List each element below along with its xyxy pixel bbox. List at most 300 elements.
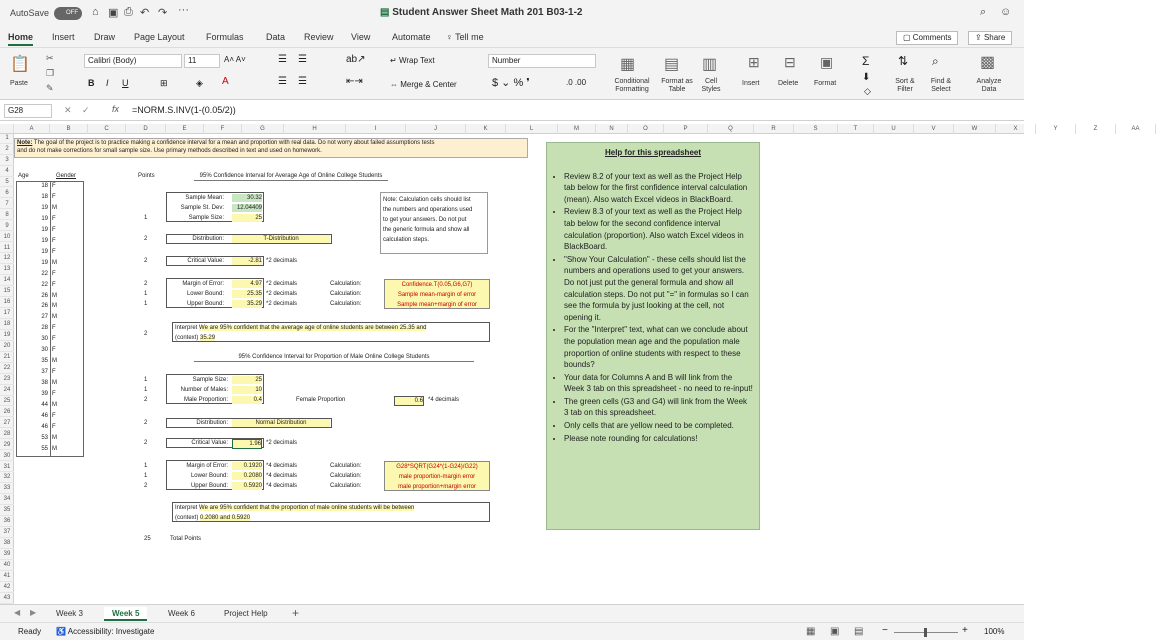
- redo-icon[interactable]: ↷: [158, 7, 168, 19]
- upper-label-mean: Upper Bound:: [186, 301, 224, 307]
- zoom-slider-thumb[interactable]: [924, 628, 927, 637]
- gender-cell[interactable]: F: [52, 423, 56, 430]
- sheet-tab-project-help[interactable]: Project Help: [224, 609, 268, 618]
- zoom-out-icon[interactable]: −: [882, 625, 888, 636]
- age-cell[interactable]: 19: [41, 259, 48, 266]
- moe-label-prop: Margin of Error:: [186, 463, 228, 469]
- prop-calculations[interactable]: G28*SQRT(G24*(1-G24)/G22) male proportion-margin error male proportion+margin error: [384, 461, 490, 491]
- gender-cell[interactable]: F: [52, 183, 56, 189]
- male-prop-value[interactable]: 0.4: [232, 396, 262, 404]
- gender-cell[interactable]: F: [52, 391, 56, 398]
- age-cell[interactable]: 28: [41, 325, 48, 332]
- column-header[interactable]: Z: [1076, 124, 1116, 134]
- page-break-view-icon[interactable]: ▤: [854, 626, 864, 637]
- help-item: • Please note rounding for calculations!: [564, 433, 753, 445]
- age-cell[interactable]: 19: [41, 215, 48, 222]
- points-cell: 1: [144, 291, 148, 297]
- tab-home[interactable]: Home: [8, 32, 33, 46]
- next-sheet-icon[interactable]: ▶: [30, 608, 37, 617]
- tell-me[interactable]: ♀ Tell me: [446, 32, 484, 42]
- row-header[interactable]: 31: [0, 463, 14, 473]
- gender-cell[interactable]: M: [52, 434, 57, 441]
- row-header[interactable]: 13: [0, 265, 14, 275]
- age-cell[interactable]: 18: [41, 183, 48, 189]
- age-header: Age: [18, 173, 29, 179]
- points-cell: 1: [144, 301, 148, 307]
- upper-note-mean: *2 decimals: [266, 301, 298, 307]
- gender-cell[interactable]: M: [52, 380, 57, 387]
- prev-sheet-icon[interactable]: ◀: [14, 608, 21, 617]
- sample-sd-label: Sample St. Dev:: [180, 205, 224, 211]
- column-headers: [0, 124, 1140, 134]
- row-header[interactable]: 19: [0, 331, 14, 341]
- age-cell[interactable]: 35: [41, 358, 48, 365]
- critical-note-mean: *2 decimals: [266, 258, 298, 264]
- fill-color-icon[interactable]: ◈: [196, 78, 203, 88]
- age-cell[interactable]: 18: [41, 193, 48, 200]
- help-item: • Review 8.2 of your text as well as the Project Help tab below for the first confidence interval calculation (mean). Also watch Excel videos in BlackBoard.: [564, 171, 753, 206]
- save-icon[interactable]: ▣: [108, 7, 119, 19]
- prop-section-title: 95% Confidence Interval for Proportion of Male Online College Students: [194, 353, 474, 362]
- row-header[interactable]: 26: [0, 408, 14, 418]
- sort-filter-icon: ⇅: [898, 54, 909, 68]
- orientation-icon[interactable]: ab↗: [346, 54, 366, 65]
- row-header[interactable]: 8: [0, 211, 14, 221]
- gender-cell[interactable]: F: [52, 369, 56, 376]
- column-header[interactable]: J: [406, 124, 466, 134]
- age-cell[interactable]: 19: [41, 226, 48, 233]
- format-painter-icon[interactable]: ✎: [46, 83, 54, 93]
- tab-data[interactable]: Data: [266, 32, 286, 42]
- sample-size-value[interactable]: 25: [232, 214, 262, 222]
- help-item: • "Show Your Calculation" - these cells should list the numbers and operations used to get your answers. Do not just put the general formula and show all calculation steps. Do not put "=" in formulas so I can see the formula by just looking at the cell, not opening it.: [564, 254, 753, 324]
- critical-value-prop[interactable]: 1.96: [232, 439, 262, 449]
- column-header[interactable]: E: [166, 124, 204, 134]
- critical-value-mean[interactable]: -2.81: [232, 257, 262, 265]
- column-header[interactable]: L: [506, 124, 558, 134]
- gender-cell[interactable]: F: [52, 226, 56, 233]
- comments-button[interactable]: ▢ Comments: [896, 31, 958, 45]
- calc-label-6: Calculation:: [330, 483, 362, 489]
- currency-icon[interactable]: $ ⌄ % ❜: [492, 77, 530, 89]
- column-header[interactable]: F: [204, 124, 242, 134]
- column-header[interactable]: R: [754, 124, 794, 134]
- autosave-toggle[interactable]: OFF: [54, 7, 82, 20]
- row-header[interactable]: 27: [0, 419, 14, 429]
- gender-header: Gender: [56, 173, 77, 179]
- calculation-note: Note: Calculation cells should list the numbers and operations used to get your answers. Do not put the generic formula and show all calculation steps.: [380, 192, 488, 254]
- project-note: Note: The goal of the project is to practice making a confidence interval for a mean and proportion with real data. Do not worry about failed assumptions tests and do not make corrections for small sample size. Use primary methods described in text and used on homework.: [14, 138, 528, 158]
- row-header[interactable]: 34: [0, 495, 14, 505]
- row-header[interactable]: 33: [0, 484, 14, 494]
- calc-label-3: Calculation:: [330, 301, 362, 307]
- font-color-icon[interactable]: A: [222, 76, 229, 87]
- autosave-label: AutoSave: [10, 8, 50, 18]
- gender-cell[interactable]: F: [52, 347, 56, 354]
- status-bar: [0, 622, 1024, 640]
- autosum-icon[interactable]: Σ: [862, 54, 870, 68]
- column-header[interactable]: Q: [708, 124, 754, 134]
- align-center-icon[interactable]: ☰: [298, 76, 307, 87]
- analyze-data-button[interactable]: Analyze Data: [976, 78, 1002, 93]
- upper-value-prop[interactable]: 0.5920: [232, 482, 262, 490]
- data-divider: [50, 181, 51, 457]
- moe-note-prop: *4 decimals: [266, 463, 298, 469]
- undo-icon[interactable]: ↶: [140, 7, 150, 19]
- gender-cell[interactable]: F: [52, 412, 56, 419]
- age-cell[interactable]: 30: [41, 336, 48, 343]
- gender-cell[interactable]: F: [52, 325, 56, 332]
- gender-cell[interactable]: F: [52, 248, 56, 255]
- num-males-value[interactable]: 10: [232, 386, 262, 394]
- column-header[interactable]: Y: [1036, 124, 1076, 134]
- column-header[interactable]: C: [88, 124, 126, 134]
- grow-font-icon[interactable]: A˄ A˅: [224, 55, 246, 64]
- formula-input[interactable]: =NORM.S.INV(1-(0.05/2)): [132, 105, 236, 115]
- share-button[interactable]: ⇪ Share: [968, 31, 1012, 45]
- upper-label-prop: Upper Bound:: [190, 483, 228, 489]
- row-header[interactable]: 42: [0, 583, 14, 593]
- num-males-label: Number of Males:: [180, 387, 228, 393]
- row-header[interactable]: 18: [0, 320, 14, 330]
- age-cell[interactable]: 26: [41, 303, 48, 310]
- gender-cell[interactable]: F: [52, 215, 56, 222]
- tab-insert[interactable]: Insert: [52, 32, 75, 42]
- points-cell: 2: [144, 397, 148, 403]
- age-cell[interactable]: 37: [41, 369, 48, 376]
- column-header[interactable]: V: [914, 124, 954, 134]
- account-icon[interactable]: ☺: [1000, 6, 1012, 18]
- sample-mean-label: Sample Mean:: [185, 195, 224, 201]
- page-layout-view-icon[interactable]: ▣: [830, 626, 840, 637]
- lower-value-prop[interactable]: 0.2080: [232, 472, 262, 480]
- lower-note-mean: *2 decimals: [266, 291, 298, 297]
- decimal-icon[interactable]: .0 .00: [566, 78, 587, 87]
- wrap-text-button[interactable]: ↵ Wrap Text: [390, 56, 435, 65]
- bold-icon[interactable]: B: [88, 78, 95, 88]
- column-header[interactable]: W: [954, 124, 996, 134]
- column-header[interactable]: U: [874, 124, 914, 134]
- row-header[interactable]: 25: [0, 397, 14, 407]
- underline-icon[interactable]: U: [122, 78, 129, 88]
- italic-icon[interactable]: I: [106, 78, 109, 88]
- upper-value-mean[interactable]: 35.29: [232, 300, 262, 308]
- age-cell[interactable]: 44: [41, 402, 48, 408]
- row-header[interactable]: 2: [0, 145, 14, 155]
- mean-interpret-text[interactable]: We are 95% confident that the average age of online students are between 25.35 and: [199, 325, 427, 331]
- sheet-tab-week3[interactable]: Week 3: [56, 609, 83, 618]
- delete-cells-icon: ⊟: [784, 54, 796, 70]
- gender-cell[interactable]: M: [52, 314, 57, 321]
- row-header[interactable]: 10: [0, 233, 14, 243]
- align-middle-icon[interactable]: ☰: [298, 54, 307, 65]
- insert-button[interactable]: Insert: [742, 80, 760, 87]
- age-cell[interactable]: 38: [41, 380, 48, 387]
- column-header[interactable]: K: [466, 124, 506, 134]
- distribution-value-mean[interactable]: T-Distribution: [232, 235, 330, 243]
- prop-sample-size-value[interactable]: 25: [232, 376, 262, 384]
- align-top-icon[interactable]: ☰: [278, 54, 287, 65]
- points-cell: 2: [144, 483, 148, 489]
- menu-bar: [0, 28, 1024, 48]
- share-icon: ⇪: [975, 33, 984, 42]
- zoom-level: 100%: [984, 627, 1005, 636]
- column-header[interactable]: I: [346, 124, 406, 134]
- age-cell[interactable]: 27: [41, 314, 48, 321]
- excel-doc-icon: ▤: [380, 7, 393, 18]
- row-header[interactable]: 24: [0, 386, 14, 396]
- column-header[interactable]: A: [14, 124, 50, 134]
- row-header[interactable]: 23: [0, 375, 14, 385]
- find-select-button[interactable]: Find & Select: [930, 78, 952, 93]
- mean-calculations[interactable]: Confidence.T(0.05,G6,G7) Sample mean-margin of error Sample mean+margin of error: [384, 279, 490, 309]
- cancel-icon[interactable]: ✕: [64, 105, 72, 115]
- age-cell[interactable]: 46: [41, 423, 48, 430]
- row-header[interactable]: 22: [0, 364, 14, 374]
- paste-icon[interactable]: 📋: [10, 56, 30, 73]
- clear-icon[interactable]: ◇: [864, 86, 871, 96]
- formula-bar: [0, 101, 1024, 121]
- gender-cell[interactable]: F: [52, 336, 56, 343]
- row-header[interactable]: 6: [0, 189, 14, 199]
- moe-label-mean: Margin of Error:: [182, 281, 224, 287]
- row-header[interactable]: 3: [0, 156, 14, 166]
- column-header[interactable]: P: [664, 124, 708, 134]
- tab-draw[interactable]: Draw: [94, 32, 116, 42]
- row-header[interactable]: 43: [0, 594, 14, 604]
- female-prop-value[interactable]: 0.6: [394, 396, 424, 406]
- help-title: Help for this spreadsheet: [604, 148, 702, 157]
- sort-filter-button[interactable]: Sort & Filter: [895, 78, 915, 93]
- total-points-value: 25: [144, 536, 151, 542]
- distribution-label-mean: Distribution:: [192, 236, 224, 242]
- row-header[interactable]: 11: [0, 244, 14, 254]
- gender-cell[interactable]: M: [52, 358, 57, 365]
- gender-cell[interactable]: F: [52, 193, 56, 200]
- age-cell[interactable]: 53: [41, 434, 48, 441]
- column-header[interactable]: T: [838, 124, 874, 134]
- points-cell: 2: [144, 420, 148, 426]
- female-prop-label: Female Proportion: [296, 397, 346, 403]
- calc-label-2: Calculation:: [330, 291, 362, 297]
- critical-label-mean: Critical Value:: [187, 258, 224, 264]
- sample-size-label: Sample Size:: [188, 215, 224, 221]
- column-header[interactable]: H: [284, 124, 346, 134]
- gender-cell[interactable]: F: [52, 281, 56, 288]
- conditional-formatting-button[interactable]: Conditional Formatting: [614, 78, 650, 93]
- copy-icon[interactable]: ❐: [46, 68, 55, 78]
- prop-interpret-box: Interpret We are 95% confident that the proportion of male online students will be between (context) 0.2080 and 0.5920: [172, 502, 490, 522]
- column-header[interactable]: G: [242, 124, 284, 134]
- gender-cell[interactable]: M: [52, 259, 57, 266]
- borders-icon[interactable]: ⊞: [160, 78, 168, 88]
- points-cell: 1: [144, 463, 148, 469]
- row-header[interactable]: 4: [0, 167, 14, 177]
- format-as-table-button[interactable]: Format as Table: [661, 78, 693, 93]
- sheet-tab-week6[interactable]: Week 6: [168, 609, 195, 618]
- age-cell[interactable]: 22: [41, 270, 48, 277]
- column-header[interactable]: N: [596, 124, 628, 134]
- gender-cell[interactable]: M: [52, 292, 57, 299]
- row-header[interactable]: 29: [0, 441, 14, 451]
- ready-status: Ready: [18, 627, 42, 636]
- column-header[interactable]: AA: [1116, 124, 1156, 134]
- upper-note-prop: *4 decimals: [266, 483, 298, 489]
- column-header[interactable]: M: [558, 124, 596, 134]
- confirm-icon[interactable]: ✓: [82, 105, 90, 115]
- points-cell: 1: [144, 215, 148, 221]
- points-cell: 1: [144, 473, 148, 479]
- row-header[interactable]: 20: [0, 342, 14, 352]
- fill-icon[interactable]: ⬇: [862, 72, 871, 83]
- tab-formulas[interactable]: Formulas: [206, 32, 244, 42]
- find-select-icon: ⌕: [932, 54, 939, 68]
- gender-cell[interactable]: M: [52, 303, 57, 310]
- row-header[interactable]: 38: [0, 539, 14, 549]
- lower-note-prop: *4 decimals: [266, 473, 298, 479]
- format-table-icon: ▤: [664, 56, 680, 73]
- row-header[interactable]: 39: [0, 550, 14, 560]
- total-points-label: Total Points: [170, 536, 202, 542]
- calc-label-4: Calculation:: [330, 463, 362, 469]
- column-header[interactable]: D: [126, 124, 166, 134]
- prop-interpret-text[interactable]: We are 95% confident that the proportion of male online students will be between: [199, 505, 415, 511]
- row-header[interactable]: 1: [0, 134, 14, 144]
- row-header[interactable]: 17: [0, 309, 14, 319]
- points-cell: 1: [144, 377, 148, 383]
- gender-cell[interactable]: M: [52, 204, 57, 211]
- lightbulb-icon: ♀: [446, 32, 456, 42]
- moe-value-prop[interactable]: 0.1920: [232, 462, 262, 470]
- age-cell[interactable]: 19: [41, 248, 48, 255]
- gender-cell[interactable]: M: [52, 445, 57, 452]
- column-header[interactable]: B: [50, 124, 88, 134]
- normal-view-icon[interactable]: ▦: [806, 626, 816, 637]
- window-title: ▤ Student Answer Sheet Math 201 B03-1-2: [380, 7, 583, 18]
- help-item: • Your data for Columns A and B will link from the Week 3 tab on this spreadsheet - no need to re-input!: [564, 372, 753, 395]
- column-header[interactable]: S: [794, 124, 838, 134]
- row-header[interactable]: 9: [0, 222, 14, 232]
- sample-mean-value[interactable]: 30.32: [232, 194, 262, 202]
- lower-label-mean: Lower Bound:: [186, 291, 224, 297]
- print-icon[interactable]: ⎙: [124, 6, 133, 18]
- gender-cell[interactable]: M: [52, 402, 57, 408]
- distribution-label-prop: Distribution:: [196, 420, 228, 426]
- format-button[interactable]: Format: [814, 80, 837, 87]
- critical-note-prop: *2 decimals: [266, 440, 298, 446]
- row-header[interactable]: 35: [0, 506, 14, 516]
- sheet-tab-week5[interactable]: Week 5: [104, 607, 147, 621]
- age-cell[interactable]: 19: [41, 237, 48, 244]
- gender-cell[interactable]: F: [52, 237, 56, 244]
- help-list: [553, 171, 753, 445]
- age-cell[interactable]: 19: [41, 204, 48, 211]
- column-header[interactable]: X: [996, 124, 1036, 134]
- mean-interpret-box: Interpret We are 95% confident that the average age of online students are between 25.35 and (context) 35.29: [172, 322, 490, 342]
- age-cell[interactable]: 30: [41, 347, 48, 354]
- home-icon[interactable]: ⌂: [92, 6, 99, 18]
- cut-icon[interactable]: ✂: [46, 53, 54, 63]
- function-icon[interactable]: fx: [112, 104, 120, 114]
- comment-icon: ▢: [903, 33, 913, 42]
- analyze-data-icon: ▩: [980, 54, 996, 71]
- accessibility-status[interactable]: ♿ Accessibility: Investigate: [56, 627, 155, 636]
- add-sheet-icon[interactable]: +: [292, 606, 300, 620]
- font-name-select[interactable]: Calibri (Body): [84, 54, 182, 68]
- indent-icon[interactable]: ⇤⇥: [346, 76, 363, 87]
- delete-button[interactable]: Delete: [778, 80, 799, 87]
- align-left-icon[interactable]: ☰: [278, 76, 287, 87]
- gender-cell[interactable]: F: [52, 270, 56, 277]
- row-headers: [0, 134, 14, 604]
- age-cell[interactable]: 22: [41, 281, 48, 288]
- tab-review[interactable]: Review: [304, 32, 334, 42]
- insert-cells-icon: ⊞: [748, 54, 760, 70]
- row-header[interactable]: 14: [0, 276, 14, 286]
- conditional-format-icon: ▦: [620, 56, 636, 73]
- more-icon[interactable]: ···: [178, 4, 189, 16]
- column-header[interactable]: O: [628, 124, 664, 134]
- moe-note-mean: *2 decimals: [266, 281, 298, 287]
- row-header[interactable]: 7: [0, 200, 14, 210]
- calc-label-1: Calculation:: [330, 281, 362, 287]
- row-header[interactable]: 5: [0, 178, 14, 188]
- row-header[interactable]: 21: [0, 353, 14, 363]
- help-item: • For the "Interpret" text, what can we conclude about the population mean age and the population male proportion of online students with respect to these bounds?: [564, 324, 753, 370]
- zoom-in-icon[interactable]: +: [962, 625, 968, 636]
- ribbon: [0, 48, 1024, 100]
- wrap-icon: ↵: [390, 56, 399, 65]
- tab-view[interactable]: View: [351, 32, 371, 42]
- number-format-select[interactable]: Number: [488, 54, 596, 68]
- distribution-value-prop[interactable]: Normal Distribution: [232, 419, 330, 427]
- moe-value-mean[interactable]: 4.97: [232, 280, 262, 288]
- row-header[interactable]: 28: [0, 430, 14, 440]
- paste-button[interactable]: Paste: [10, 80, 28, 87]
- points-cell: 2: [144, 236, 148, 242]
- row-header[interactable]: 30: [0, 452, 14, 462]
- row-header[interactable]: 36: [0, 517, 14, 527]
- row-header[interactable]: 12: [0, 254, 14, 264]
- tab-page-layout[interactable]: Page Layout: [134, 32, 185, 42]
- format-cells-icon: ▣: [820, 54, 834, 70]
- search-icon[interactable]: ⌕: [980, 6, 987, 18]
- age-cell[interactable]: 55: [41, 445, 48, 452]
- lower-value-mean[interactable]: 25.35: [232, 290, 262, 298]
- male-prop-label: Male Proportion:: [183, 397, 228, 403]
- font-size-select[interactable]: 11: [184, 54, 220, 68]
- select-all-corner[interactable]: [0, 124, 14, 134]
- merge-center-button[interactable]: ⇔ Merge & Center: [390, 80, 457, 89]
- row-header[interactable]: 16: [0, 298, 14, 308]
- age-cell[interactable]: 46: [41, 412, 48, 419]
- accessibility-icon: ♿: [56, 627, 68, 636]
- sample-sd-value[interactable]: 12.04409: [232, 204, 262, 212]
- row-header[interactable]: 15: [0, 287, 14, 297]
- tab-automate[interactable]: Automate: [392, 32, 431, 42]
- row-header[interactable]: 32: [0, 473, 14, 483]
- worksheet-grid[interactable]: [14, 134, 1024, 604]
- row-header[interactable]: 37: [0, 528, 14, 538]
- row-header[interactable]: 41: [0, 572, 14, 582]
- row-header[interactable]: 40: [0, 561, 14, 571]
- age-cell[interactable]: 26: [41, 292, 48, 299]
- age-cell[interactable]: 39: [41, 391, 48, 398]
- cell-styles-button[interactable]: Cell Styles: [701, 78, 721, 93]
- points-cell: 2: [144, 331, 148, 337]
- name-box[interactable]: G28: [4, 104, 52, 118]
- sheet-tab-bar: [0, 604, 1024, 622]
